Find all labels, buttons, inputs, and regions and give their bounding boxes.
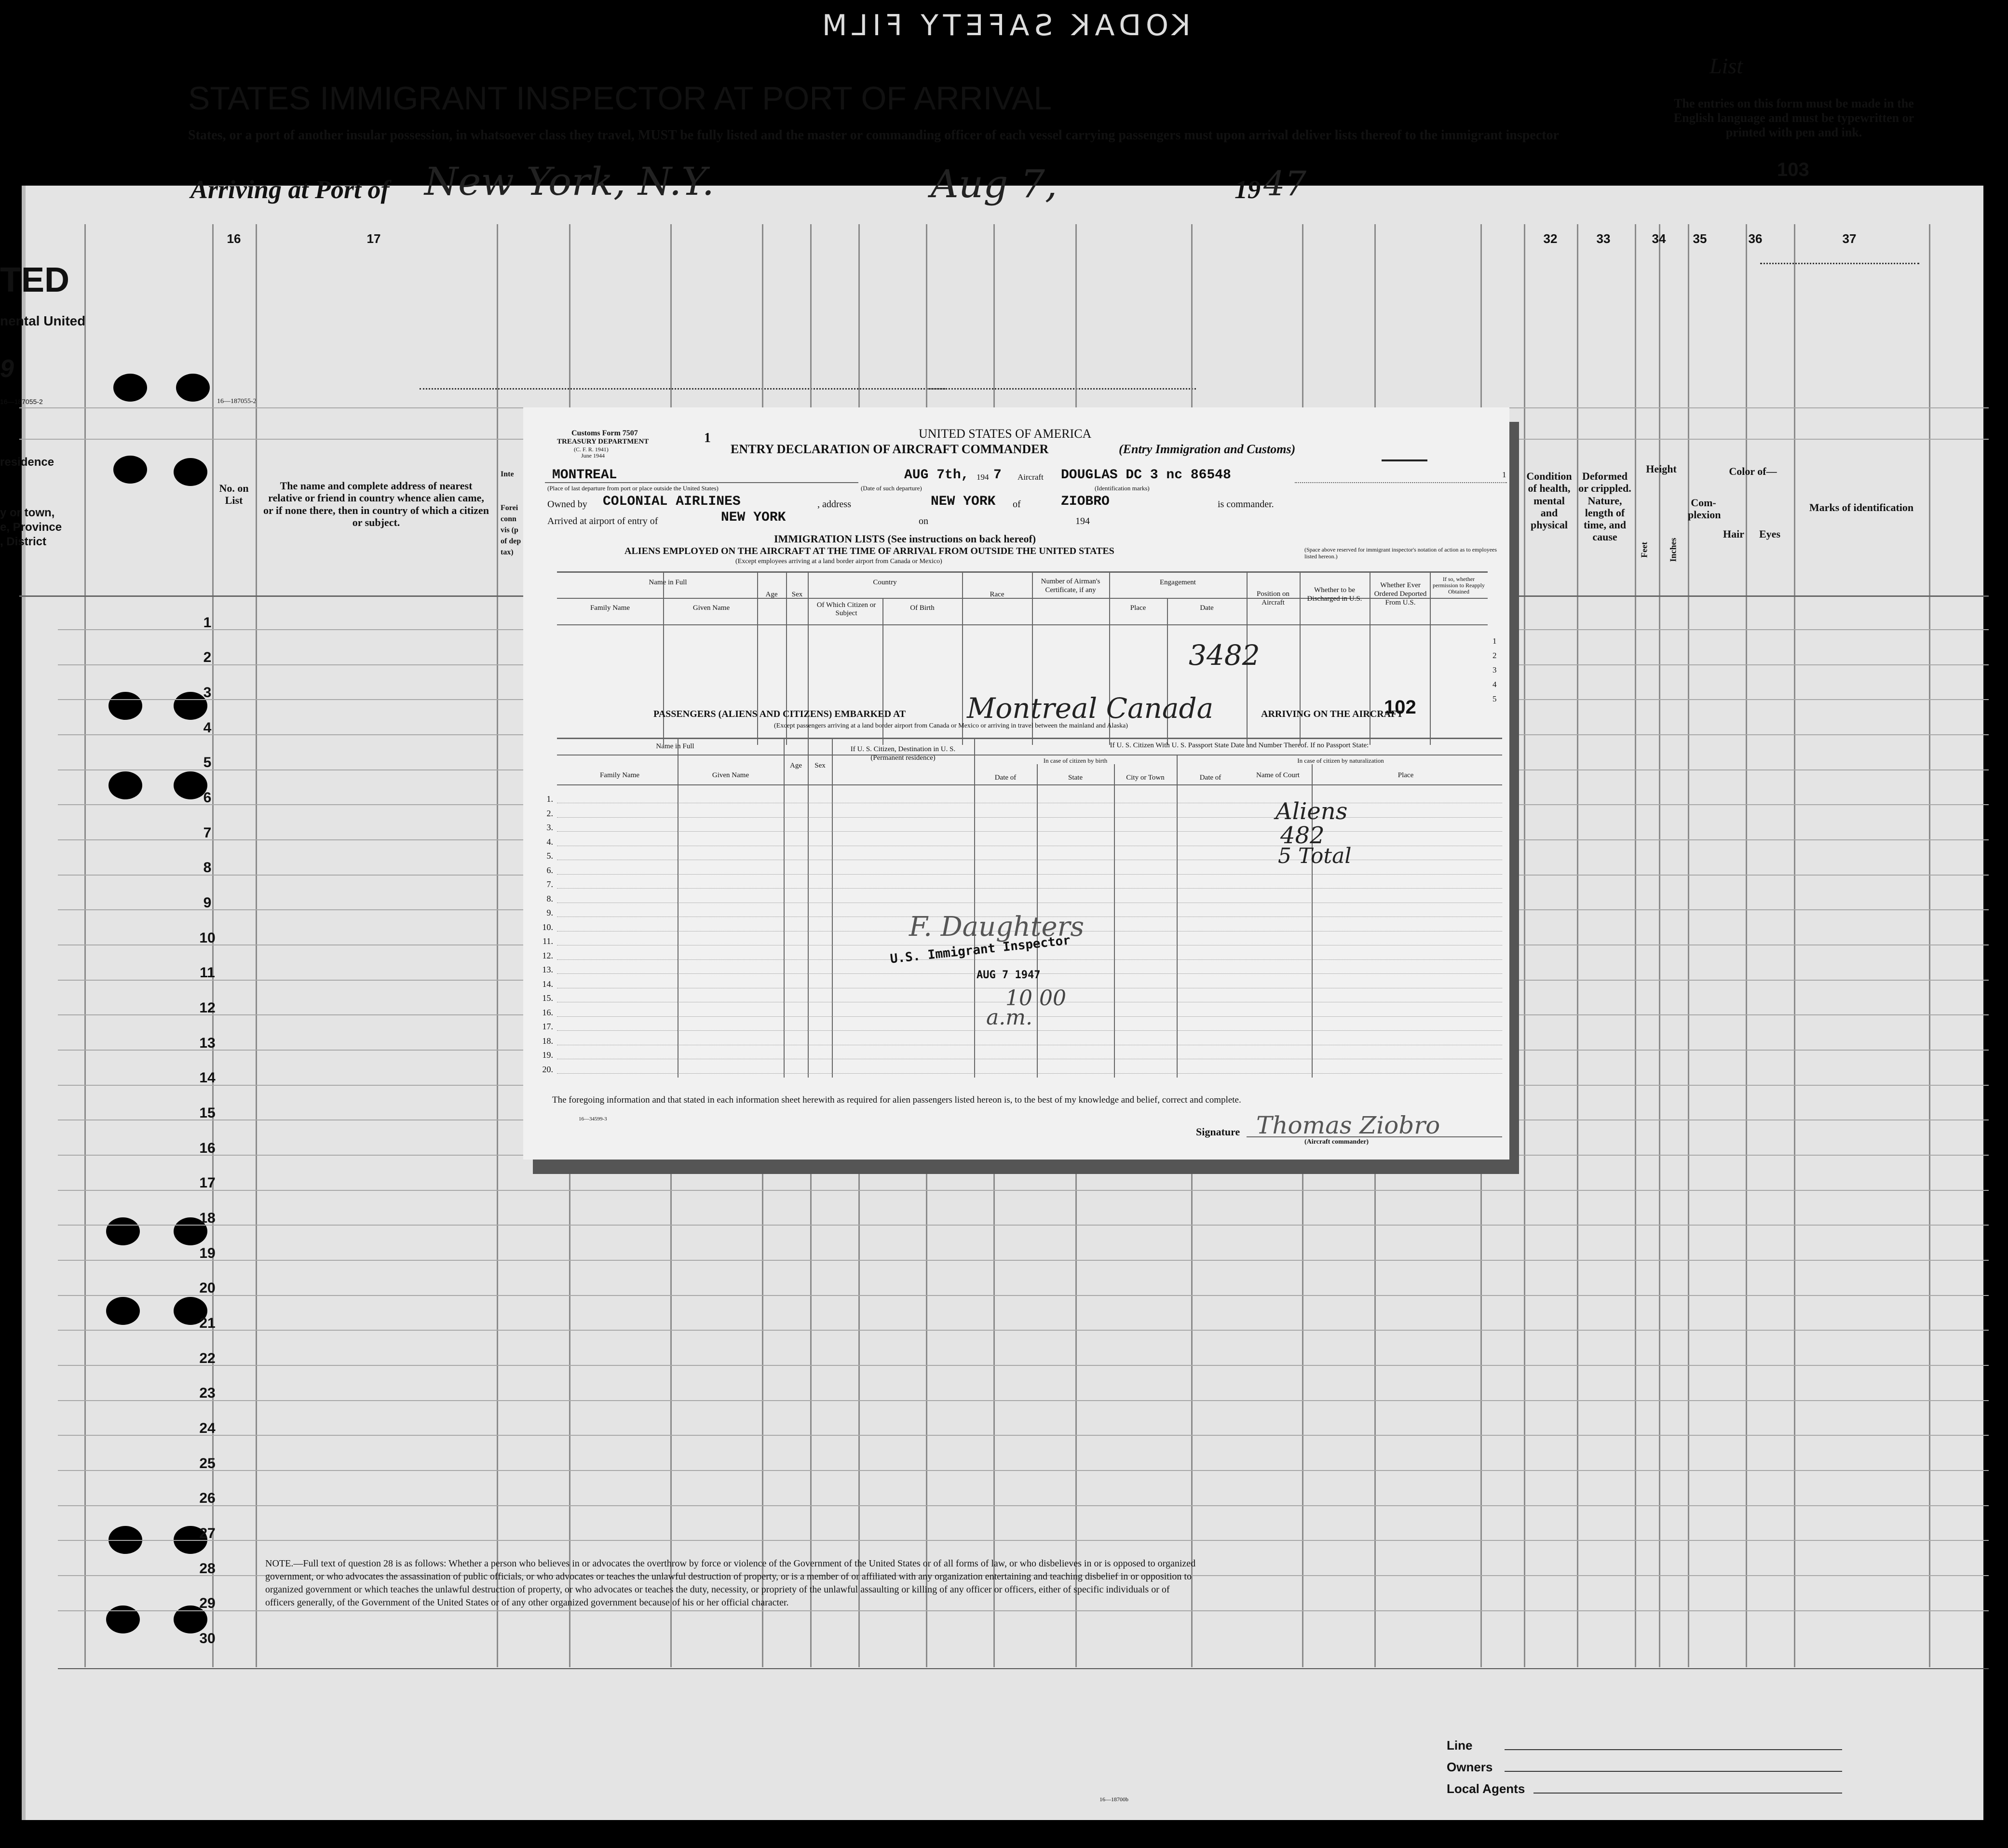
t1-engagement: Engagement — [1160, 579, 1196, 586]
t1-citizen-of: Of Which Citizen or Subject — [816, 601, 876, 617]
row-number: 4 — [203, 720, 212, 736]
place-underline — [545, 482, 858, 483]
t2-date-of-2: Date of — [1199, 774, 1221, 782]
line-marker-1: 1 — [1502, 470, 1506, 479]
t2-family-name: Family Name — [599, 771, 640, 779]
col-34-header: Height — [1646, 463, 1677, 475]
t2-row-line — [557, 831, 1502, 832]
table2-col — [808, 738, 809, 1078]
aircraft-id-label: (Identification marks) — [1095, 485, 1150, 492]
row-number: 2 — [203, 649, 212, 665]
t2-destination: If U. S. Citizen, Destination in U. S. (Permanent residence) — [850, 745, 956, 762]
embarked-handwritten: Montreal Canada — [967, 692, 1214, 725]
grid-line — [1659, 224, 1660, 1667]
t2-row-number: 4. — [546, 836, 553, 847]
on-year: 194 — [1075, 516, 1090, 526]
grid-line — [497, 224, 498, 1667]
t1-position: Position on Aircraft — [1257, 590, 1289, 607]
year-prefix: 19 — [1235, 175, 1261, 204]
t2-row-number: 18. — [542, 1036, 553, 1046]
row-number: 5 — [203, 755, 212, 770]
row-number: 27 — [199, 1525, 216, 1541]
punch-hole — [174, 458, 207, 486]
port-handwritten: New York, N.Y. — [424, 159, 715, 204]
stamp-time: 10 00 — [1005, 986, 1066, 1011]
departure-year-prefix: 194 — [977, 472, 989, 482]
row-number: 23 — [199, 1385, 216, 1401]
t2-row-number: 17. — [542, 1022, 553, 1031]
t2-row-number: 2. — [546, 808, 553, 818]
punch-hole — [113, 456, 147, 484]
grid-line — [1577, 224, 1578, 1667]
row-number: 16 — [199, 1140, 216, 1156]
grid-row-line — [58, 1400, 1989, 1401]
col-35-number: 35 — [1693, 231, 1707, 246]
t1-name-in-full: Name in Full — [649, 579, 687, 586]
t1-row-number: 5 — [1492, 694, 1497, 703]
t1-deported: Whether Ever Ordered Deported From U.S. — [1374, 581, 1427, 607]
of-label: of — [1013, 499, 1021, 510]
col-36-hair: Hair — [1723, 528, 1744, 540]
foregoing-statement: The foregoing information and that stated in each information sheet herewith as required for alien passengers listed hereon is, to the best of my knowledge and belief, correct and complete. — [552, 1095, 1241, 1105]
grid-row-line — [58, 1668, 1989, 1669]
grid-row-line — [58, 1365, 1989, 1366]
row-number: 8 — [203, 860, 212, 876]
left-district-label: , District — [0, 535, 47, 548]
t2-row-line — [557, 959, 1502, 960]
row-number: 6 — [203, 790, 212, 806]
row-number: 3 — [203, 685, 212, 701]
passengers-embarked-label: PASSENGERS (ALIENS AND CITIZENS) EMBARKED AT — [653, 709, 906, 719]
row-number: 13 — [199, 1035, 216, 1051]
grid-line — [1524, 224, 1525, 1667]
row-number: 9 — [203, 895, 212, 911]
grid-row-line — [58, 1295, 1989, 1296]
departure-place-label: (Place of last departure from port or place outside the United States) — [547, 485, 719, 492]
form-title: ENTRY DECLARATION OF AIRCRAFT COMMANDER — [731, 442, 1049, 456]
col-36-header: Color of— — [1729, 465, 1777, 477]
grid-line — [1794, 224, 1795, 1667]
t2-row-number: 14. — [542, 979, 553, 989]
col-16-number: 16 — [227, 231, 241, 246]
grid-line — [1929, 224, 1930, 1667]
left-province-label: e, Province — [0, 521, 62, 534]
row-number: 22 — [199, 1350, 216, 1366]
question-28-note: NOTE.—Full text of question 28 is as follows: Whether a person who believes in or advocates the overthrow by force or violence of the Government of the United States or of all forms of law, or who disbelieves in or is opposed to organized government, or who advocates the assassination of public officials, or who advocates or teaches the unlawful destruction of property, or is a member of or affiliated with any organization entertaining and teaching disbelief in or opposition to organized government or which teaches the unlawful destruction of property, or who advocates or teaches the duty, necessity, or propriety of the unlawful assaulting or killing of any officer or officers, either of specific individuals or of officers generally, of the Government of the United States or of any other organized government because of his or her official character. — [265, 1558, 1196, 1608]
usa-heading: UNITED STATES OF AMERICA — [919, 427, 1092, 441]
col-17-header: The name and complete address of nearest relative or friend in country whence alien came, or if none there, then in country of which a citizen or subject. — [263, 480, 489, 528]
commander-value: ZIOBRO — [1061, 494, 1110, 509]
form-title-italic: (Entry Immigration and Customs) — [1119, 442, 1296, 456]
page-subtitle: States, or a port of another insular possession, in whatsoever class they travel, MUST be fully listed and the master or commanding officer of each vessel carrying passengers must upon arrival deliver lists thereof to the immigrant inspector — [188, 128, 1559, 143]
punch-hole — [176, 374, 210, 402]
grid-row-line — [58, 1190, 1989, 1191]
except-employees-note: (Except employees arriving at a land border airport from Canada or Mexico) — [735, 558, 942, 565]
space-reserved-note: (Space above reserved for immigrant inspector's notation of action as to employees listed hereon.) — [1304, 546, 1497, 560]
treasury-dept: TREASURY DEPARTMENT — [557, 438, 649, 445]
inspector-signature: F. Daughters — [909, 911, 1085, 943]
departure-place-value: MONTREAL — [552, 468, 617, 483]
inspector-stamp: U.S. Immigrant Inspector — [889, 933, 1072, 967]
date-handwritten: Aug 7, — [931, 162, 1058, 206]
col-fragment-fore: Forei — [501, 504, 518, 512]
row-number: 1 — [203, 615, 212, 631]
t1-row-number: 4 — [1492, 680, 1497, 689]
t1-sex: Sex — [791, 591, 803, 598]
t2-date-of: Date of — [994, 774, 1017, 782]
row-number: 10 — [199, 930, 216, 946]
table1-col — [962, 571, 963, 745]
t2-row-number: 11. — [543, 936, 553, 946]
row-number: 14 — [199, 1070, 216, 1086]
t1-handwritten-number: 3482 — [1189, 639, 1260, 672]
row-number: 15 — [199, 1105, 216, 1121]
table1-top — [557, 571, 1488, 573]
grid-line — [1746, 224, 1747, 1667]
customs-form-number: Customs Form 7507 — [571, 429, 638, 437]
t1-family-name: Family Name — [590, 604, 630, 612]
table2-col — [974, 738, 975, 1078]
stamp-am: a.m. — [986, 1005, 1032, 1030]
t2-row-number: 15. — [542, 993, 553, 1003]
line-underline — [1505, 1749, 1842, 1750]
t2-court: Name of Court — [1256, 771, 1300, 779]
col-17-number: 17 — [366, 231, 381, 246]
t1-place: Place — [1130, 604, 1146, 612]
col-37-header: Marks of identification — [1809, 501, 1914, 513]
t1-row-number: 1 — [1492, 636, 1497, 646]
grid-row-line — [58, 1435, 1989, 1436]
punch-hole — [109, 692, 142, 720]
page-number: 1 — [704, 431, 711, 445]
t2-by-nat: In case of citizen by naturalization — [1297, 757, 1384, 764]
punch-hole — [106, 1217, 140, 1245]
left-residence-label: residence — [0, 456, 54, 469]
grid-row-line — [58, 1330, 1989, 1331]
t2-row-number: 20. — [542, 1064, 553, 1074]
col-32-number: 32 — [1543, 231, 1558, 246]
row-number: 19 — [199, 1245, 216, 1261]
t2-city: City or Town — [1126, 774, 1165, 782]
col-16-header: No. on List — [219, 482, 249, 507]
t1-row-number: 2 — [1492, 651, 1497, 660]
t2-row-number: 7. — [546, 879, 553, 889]
table2-top — [557, 738, 1502, 739]
col-37-number: 37 — [1842, 231, 1857, 246]
form-date: June 1944 — [581, 452, 605, 459]
grid-row-line — [58, 1260, 1989, 1261]
col-33-header: Deformed or crippled. Nature, length of time, and cause — [1578, 470, 1631, 543]
t1-discharged: Whether to be Discharged in U.S. — [1307, 586, 1362, 603]
t2-row-number: 9. — [546, 908, 553, 917]
left-subtitle-fragment: nental United — [0, 313, 86, 328]
t2-row-number: 12. — [542, 950, 553, 960]
grid-line — [1688, 224, 1689, 1667]
t2-row-number: 3. — [546, 823, 553, 832]
col-fragment-inte: Inte — [501, 470, 514, 478]
grid-line — [1635, 224, 1636, 1667]
punch-hole — [106, 1605, 140, 1633]
immigration-lists-heading: IMMIGRATION LISTS (See instructions on back hereof) — [774, 533, 1036, 545]
agents-underline — [1533, 1793, 1842, 1794]
table2-col — [784, 738, 785, 1078]
date-underline — [926, 388, 1196, 390]
t2-given-name: Given Name — [712, 771, 749, 779]
header-form-code: 16—187055-2 — [217, 398, 257, 405]
row-number: 26 — [199, 1490, 216, 1506]
commander-signature: Thomas Ziobro — [1256, 1111, 1440, 1139]
arriving-label: Arriving at Port of — [190, 175, 390, 204]
col-fragment-vis: vis (p — [501, 526, 518, 534]
col-34-feet: Feet — [1639, 541, 1649, 558]
entry-declaration-form — [523, 407, 1509, 1160]
port-underline — [420, 388, 945, 390]
list-underline — [1760, 263, 1919, 264]
t2-row-number: 16. — [542, 1007, 553, 1017]
table2-header-bottom — [557, 784, 1502, 785]
row-number: 30 — [199, 1631, 216, 1646]
row-number: 28 — [199, 1561, 216, 1577]
signature-label: Signature — [1196, 1126, 1240, 1138]
t2-state: State — [1068, 774, 1083, 782]
local-agents-label: Local Agents — [1447, 1781, 1525, 1796]
sheet-number: 103 — [1777, 159, 1809, 180]
grid-row-line — [58, 1470, 1989, 1471]
film-edge-label: KODAK SAFETY FILM — [817, 9, 1191, 42]
left-form-code: 16—187055-2 — [0, 398, 43, 405]
punch-hole — [106, 1297, 140, 1325]
t2-row-number: 8. — [546, 893, 553, 904]
handwritten-aliens: Aliens — [1275, 798, 1348, 825]
t2-row-number: 19. — [542, 1050, 553, 1060]
table1-col — [1430, 571, 1431, 745]
list-label: List — [1710, 54, 1743, 78]
col-34-inches: Inches — [1668, 538, 1678, 562]
departure-date-value: AUG 7th, — [904, 468, 969, 483]
page-title: STATES IMMIGRANT INSPECTOR AT PORT OF ARRIVAL — [188, 80, 1052, 117]
line-label: Line — [1447, 1738, 1473, 1753]
t2-passport: If U. S. Citizen With U. S. Passport State Date and Number Thereof. If no Passport State: — [1110, 742, 1369, 749]
grid-row-line — [58, 1505, 1989, 1506]
row-number: 7 — [203, 825, 212, 841]
t2-row-number: 10. — [542, 922, 553, 932]
aircraft-count: 102 — [1384, 697, 1416, 718]
left-title-fragment: TED — [0, 261, 69, 299]
aircraft-label: Aircraft — [1018, 472, 1044, 482]
t2-row-line — [557, 817, 1502, 818]
owners-underline — [1505, 1771, 1842, 1772]
t1-airman-cert: Number of Airman's Certificate, if any — [1041, 578, 1100, 594]
t1-age: Age — [765, 591, 778, 598]
t1-readmission: If so, whether permission to Reapply Obtained — [1433, 576, 1485, 595]
t2-row-number: 13. — [542, 965, 553, 974]
t1-given-name: Given Name — [692, 604, 730, 612]
col-fragment-tax: tax) — [501, 548, 514, 556]
t2-row-number: 5. — [546, 851, 553, 861]
form-instructions: The entries on this form must be made in the English language and must be typewritten or printed with pen and ink. — [1673, 96, 1914, 139]
owners-label: Owners — [1447, 1760, 1493, 1774]
col-36-eyes: Eyes — [1759, 528, 1780, 540]
grid-row-line — [58, 1225, 1989, 1226]
col-33-number: 33 — [1596, 231, 1611, 246]
grid-row-line — [58, 1610, 1989, 1611]
arriving-on-aircraft-label: ARRIVING ON THE AIRCRAFT — [1261, 709, 1403, 719]
row-number: 12 — [199, 1000, 216, 1016]
row-number: 18 — [199, 1210, 216, 1226]
t2-place: Place — [1397, 771, 1414, 779]
overlay-form-code: 16—34599-3 — [579, 1116, 607, 1122]
row-number: 21 — [199, 1315, 216, 1331]
arrived-label: Arrived at airport of entry of — [547, 516, 658, 526]
commander-suffix: is commander. — [1218, 499, 1274, 510]
t1-date: Date — [1200, 604, 1214, 612]
col-fragment-conn: conn — [501, 515, 516, 523]
aircraft-value: DOUGLAS DC 3 nc 86548 — [1061, 468, 1231, 483]
t2-row-number: 1. — [546, 794, 553, 804]
col-36-number: 36 — [1748, 231, 1763, 246]
t1-race: Race — [990, 591, 1004, 598]
t2-row-line — [557, 1073, 1502, 1074]
left-city-label: y or town, — [0, 506, 55, 519]
on-label: on — [919, 516, 928, 526]
handwritten-482: 482 — [1280, 822, 1325, 849]
row-number: 29 — [199, 1595, 216, 1611]
table1-header-bottom — [557, 624, 1488, 625]
year-handwritten: 47 — [1263, 164, 1307, 203]
row-number: 24 — [199, 1420, 216, 1436]
left-number-fragment: 9 — [0, 355, 14, 383]
address-label: , address — [817, 499, 851, 510]
note-form-code: 16—18700b — [1099, 1796, 1128, 1803]
table2-col — [832, 738, 833, 1078]
t1-row-number: 3 — [1492, 665, 1497, 674]
t2-row-line — [557, 1030, 1502, 1031]
row-number: 17 — [199, 1175, 216, 1191]
row-number: 25 — [199, 1456, 216, 1471]
signature-underline — [1247, 1136, 1502, 1137]
col-35-header: Com-plexion — [1688, 497, 1721, 521]
grid-row-line — [58, 1540, 1989, 1541]
handwritten-total: 5 Total — [1278, 844, 1352, 868]
grid-line — [256, 224, 257, 1667]
t2-row-number: 6. — [546, 865, 553, 875]
punch-hole — [109, 771, 142, 799]
address-value: NEW YORK — [931, 494, 996, 509]
departure-year-value: 7 — [993, 468, 1002, 483]
aircraft-underline — [1295, 482, 1507, 483]
t2-sex: Sex — [814, 762, 826, 769]
row-number: 11 — [200, 965, 215, 981]
t2-row-line — [557, 888, 1502, 889]
col-34-number: 34 — [1652, 231, 1666, 246]
owner-value: COLONIAL AIRLINES — [603, 494, 741, 509]
t2-age: Age — [790, 762, 802, 769]
stamp-date: AUG 7 1947 — [977, 969, 1041, 981]
cfr-code: (C. F. R. 1941) — [574, 446, 609, 453]
t2-by-birth: In case of citizen by birth — [1043, 757, 1108, 764]
departure-date-label: (Date of such departure) — [861, 485, 922, 492]
t2-row-line — [557, 874, 1502, 875]
commander-label: (Aircraft commander) — [1304, 1138, 1369, 1146]
t1-birth: Of Birth — [910, 604, 935, 612]
col-fragment-of: of dep — [501, 537, 521, 545]
t2-name-in-full: Name in Full — [656, 742, 694, 750]
mark-line — [1382, 459, 1427, 461]
arrived-value: NEW YORK — [721, 510, 786, 525]
punch-hole — [113, 374, 147, 402]
row-number: 20 — [199, 1280, 216, 1296]
except-passengers-note: (Except passengers arriving at a land border airport from Canada or Mexico or arriving in travel between the mainland and Alaska) — [774, 722, 1128, 729]
grid-line — [84, 224, 86, 1667]
t1-country: Country — [873, 579, 897, 586]
owned-by-label: Owned by — [547, 499, 587, 510]
col-32-header: Condition of health, mental and physical — [1526, 470, 1572, 531]
aliens-employed-heading: ALIENS EMPLOYED ON THE AIRCRAFT AT THE TIME OF ARRIVAL FROM OUTSIDE THE UNITED STATES — [624, 546, 1114, 556]
